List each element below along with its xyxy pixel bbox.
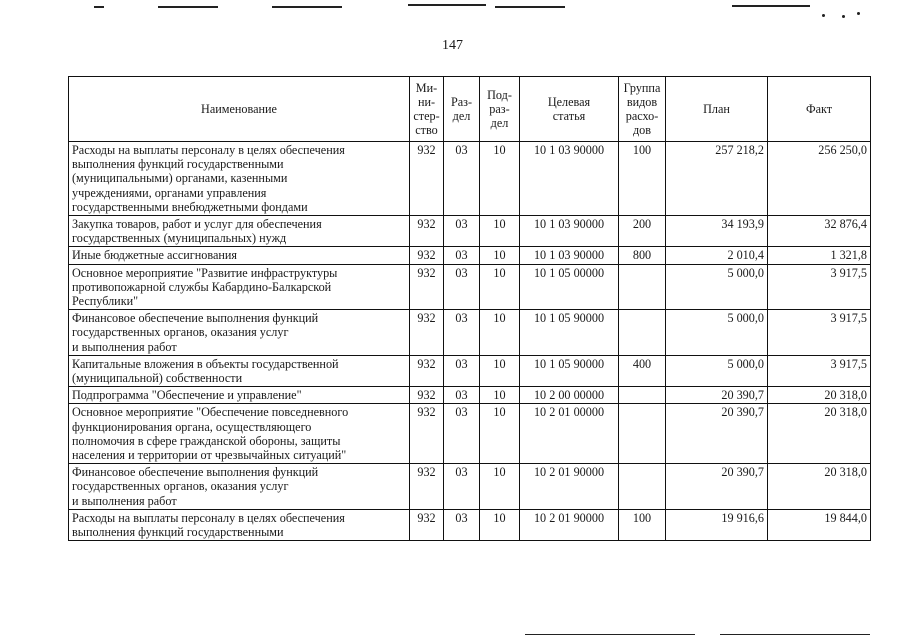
row-ministry: 932 (410, 247, 444, 264)
row-subsection: 10 (480, 247, 520, 264)
scan-mark (495, 6, 565, 8)
row-subsection: 10 (480, 310, 520, 356)
row-target: 10 2 01 00000 (520, 404, 619, 464)
row-target: 10 1 03 90000 (520, 247, 619, 264)
row-subsection: 10 (480, 509, 520, 540)
row-group (619, 310, 666, 356)
scan-mark (525, 634, 695, 635)
row-plan: 20 390,7 (666, 404, 768, 464)
row-target: 10 1 05 90000 (520, 355, 619, 386)
table-row (69, 404, 871, 464)
row-plan: 5 000,0 (666, 264, 768, 310)
row-subsection: 10 (480, 404, 520, 464)
row-section: 03 (444, 264, 480, 310)
header-fact: Факт (768, 77, 871, 142)
row-target: 10 1 03 90000 (520, 142, 619, 216)
row-subsection: 10 (480, 387, 520, 404)
row-target: 10 2 01 90000 (520, 464, 619, 510)
row-fact: 20 318,0 (768, 387, 871, 404)
row-ministry: 932 (410, 387, 444, 404)
row-fact: 19 844,0 (768, 509, 871, 540)
row-group (619, 264, 666, 310)
row-target: 10 2 01 90000 (520, 509, 619, 540)
table-row (69, 387, 871, 404)
header-subsection: Под- раз- дел (480, 77, 520, 142)
row-subsection: 10 (480, 464, 520, 510)
row-plan: 20 390,7 (666, 387, 768, 404)
row-ministry: 932 (410, 355, 444, 386)
row-ministry: 932 (410, 509, 444, 540)
scan-dot (842, 15, 845, 18)
row-plan: 34 193,9 (666, 216, 768, 247)
row-section: 03 (444, 355, 480, 386)
table-row (69, 264, 871, 310)
row-subsection: 10 (480, 355, 520, 386)
table-row (69, 142, 871, 216)
row-ministry: 932 (410, 404, 444, 464)
header-target: Целевая статья (520, 77, 619, 142)
row-fact: 3 917,5 (768, 310, 871, 356)
row-plan: 5 000,0 (666, 310, 768, 356)
row-group (619, 404, 666, 464)
row-name: Подпрограмма "Обеспечение и управление" (69, 387, 410, 404)
row-fact: 20 318,0 (768, 464, 871, 510)
header-row (69, 77, 871, 142)
table-row (69, 216, 871, 247)
row-ministry: 932 (410, 264, 444, 310)
row-section: 03 (444, 509, 480, 540)
row-group: 200 (619, 216, 666, 247)
table-row (69, 247, 871, 264)
row-name: Капитальные вложения в объекты государственной (муниципальной) собственности (69, 355, 410, 386)
row-target: 10 2 00 00000 (520, 387, 619, 404)
row-section: 03 (444, 464, 480, 510)
header-expense-group: Группа видов расхо- дов (619, 77, 666, 142)
row-fact: 3 917,5 (768, 264, 871, 310)
row-fact: 256 250,0 (768, 142, 871, 216)
scan-mark (720, 634, 870, 635)
row-section: 03 (444, 310, 480, 356)
row-ministry: 932 (410, 216, 444, 247)
row-group: 100 (619, 509, 666, 540)
row-fact: 32 876,4 (768, 216, 871, 247)
row-plan: 257 218,2 (666, 142, 768, 216)
scan-dot (822, 14, 825, 17)
scan-mark (94, 6, 104, 8)
row-ministry: 932 (410, 464, 444, 510)
row-target: 10 1 05 90000 (520, 310, 619, 356)
table-row (69, 355, 871, 386)
header-plan: План (666, 77, 768, 142)
row-ministry: 932 (410, 142, 444, 216)
row-ministry: 932 (410, 310, 444, 356)
header-ministry: Ми- ни- стер- ство (410, 77, 444, 142)
row-section: 03 (444, 142, 480, 216)
page-number: 147 (442, 38, 463, 53)
row-plan: 2 010,4 (666, 247, 768, 264)
row-fact: 20 318,0 (768, 404, 871, 464)
row-plan: 20 390,7 (666, 464, 768, 510)
row-subsection: 10 (480, 216, 520, 247)
row-name: Закупка товаров, работ и услуг для обеспечения государственных (муниципальных) нужд (69, 216, 410, 247)
row-name: Финансовое обеспечение выполнения функций государственных органов, оказания услуг и выполнения работ (69, 310, 410, 356)
row-name: Иные бюджетные ассигнования (69, 247, 410, 264)
row-group (619, 387, 666, 404)
row-target: 10 1 03 90000 (520, 216, 619, 247)
header-section: Раз- дел (444, 77, 480, 142)
row-section: 03 (444, 247, 480, 264)
row-group: 100 (619, 142, 666, 216)
budget-table (68, 76, 871, 541)
row-name: Расходы на выплаты персоналу в целях обеспечения выполнения функций государственными (муниципальными) органами, казенными учреждениями, органами управления государственными внебюджетными фондами (69, 142, 410, 216)
row-fact: 3 917,5 (768, 355, 871, 386)
row-subsection: 10 (480, 142, 520, 216)
row-group: 800 (619, 247, 666, 264)
table-row (69, 509, 871, 540)
scan-dot (857, 12, 860, 15)
row-section: 03 (444, 216, 480, 247)
row-target: 10 1 05 00000 (520, 264, 619, 310)
row-group: 400 (619, 355, 666, 386)
row-section: 03 (444, 387, 480, 404)
row-name: Расходы на выплаты персоналу в целях обеспечения выполнения функций государственными (69, 509, 410, 540)
scan-mark (408, 4, 486, 6)
row-name: Финансовое обеспечение выполнения функций государственных органов, оказания услуг и выполнения работ (69, 464, 410, 510)
scan-mark (732, 5, 810, 7)
row-subsection: 10 (480, 264, 520, 310)
scan-mark (158, 6, 218, 8)
row-name: Основное мероприятие "Развитие инфраструктуры противопожарной службы Кабардино-Балкарской Республики" (69, 264, 410, 310)
row-group (619, 464, 666, 510)
row-section: 03 (444, 404, 480, 464)
scan-mark (272, 6, 342, 8)
row-fact: 1 321,8 (768, 247, 871, 264)
table-row (69, 464, 871, 510)
row-name: Основное мероприятие "Обеспечение повседневного функционирования органа, осуществляющего полномочия в сфере гражданской обороны, защиты населения и территории от чрезвычайных ситуаций" (69, 404, 410, 464)
row-plan: 19 916,6 (666, 509, 768, 540)
row-plan: 5 000,0 (666, 355, 768, 386)
table-row (69, 310, 871, 356)
header-name: Наименование (69, 77, 410, 142)
